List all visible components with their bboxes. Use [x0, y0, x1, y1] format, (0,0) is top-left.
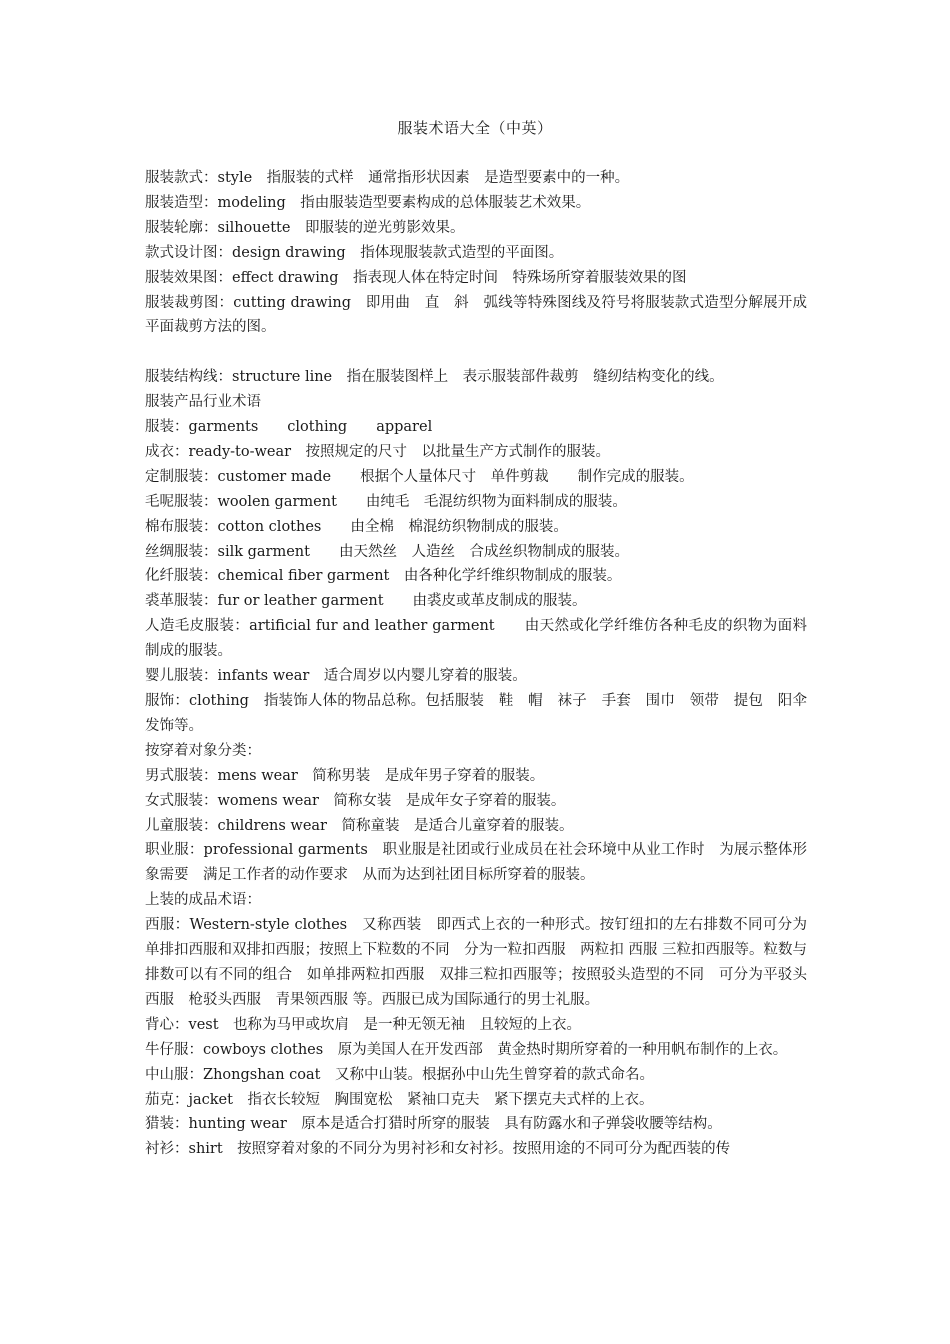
paragraph: 茄克：jacket 指衣长较短 胸围宽松 紧袖口克夫 紧下摆克夫式样的上衣。 [145, 1091, 654, 1108]
section-heading: 服装产品行业术语 [145, 394, 261, 411]
paragraph: 背心：vest 也称为马甲或坎肩 是一种无领无袖 且较短的上衣。 [145, 1016, 582, 1033]
paragraph: 服装裁剪图：cutting drawing 即用曲 直 斜 弧线等特殊图线及符号将服装款式造型分解展开成平面裁剪方法的图。 [145, 294, 807, 336]
paragraph: 儿童服装：childrens wear 简称童装 是适合儿童穿着的服装。 [145, 817, 574, 834]
paragraph: 定制服装：customer made 根据个人量体尺寸 单件剪裁 制作完成的服装。 [145, 468, 694, 485]
paragraph: 款式设计图：design drawing 指体现服装款式造型的平面图。 [145, 244, 564, 261]
paragraph: 成衣：ready-to-wear 按照规定的尺寸 以批量生产方式制作的服装。 [145, 443, 611, 460]
section-heading: 上装的成品术语： [145, 892, 261, 909]
paragraph: 衬衫：shirt 按照穿着对象的不同分为男衬衫和女衬衫。按照用途的不同可分为配西装的传 [145, 1141, 731, 1158]
paragraph: 裘革服装：fur or leather garment 由裘皮或革皮制成的服装。 [145, 593, 587, 610]
paragraph: 化纤服装：chemical fiber garment 由各种化学纤维织物制成的服装。 [145, 568, 622, 585]
paragraph: 女式服装：womens wear 简称女装 是成年女子穿着的服装。 [145, 792, 566, 809]
paragraph: 服装轮廓：silhouette 即服装的逆光剪影效果。 [145, 219, 465, 236]
paragraph: 服装造型：modeling 指由服装造型要素构成的总体服装艺术效果。 [145, 194, 591, 211]
paragraph: 服饰：clothing 指装饰人体的物品总称。包括服装 鞋 帽 袜子 手套 围巾 领带 提包 阳伞 发饰等。 [145, 693, 822, 734]
paragraph: 毛呢服装：woolen garment 由纯毛 毛混纺织物为面料制成的服装。 [145, 493, 627, 510]
paragraph: 服装：garments clothing apparel [145, 419, 433, 436]
paragraph: 服装结构线：structure line 指在服装图样上 表示服装部件裁剪 缝纫结构变化的线。 [145, 369, 724, 386]
paragraph: 人造毛皮服装：artificial fur and leather garment 由天然或化学纤维仿各种毛皮的织物为面料制成的服装。 [145, 618, 807, 660]
paragraph: 服装效果图：effect drawing 指表现人体在特定时间 特殊场所穿着服装效果的图 [145, 269, 687, 286]
paragraph: 棉布服装：cotton clothes 由全棉 棉混纺织物制成的服装。 [145, 518, 568, 535]
paragraph: 西服：Western-style clothes 又称西装 即西式上衣的一种形式。按钉纽扣的左右排数不同可分为单排扣西服和双排扣西服；按照上下粒数的不同 分为一粒扣西服 两粒扣 西服 三粒扣西服等。粒数与排数可以有不同的组合 如单排两粒扣西服 双排三粒扣西服等；按照驳头造型的不同 可分为平驳头西服 枪驳头西服 青果领西服 等。西服已成为国际通行的男士礼服。 [145, 917, 807, 1008]
paragraph: 牛仔服：cowboys clothes 原为美国人在开发西部 黄金热时期所穿着的一种用帆布制作的上衣。 [145, 1041, 788, 1058]
paragraph: 婴儿服装：infants wear 适合周岁以内婴儿穿着的服装。 [145, 668, 527, 685]
paragraph: 服装款式：style 指服装的式样 通常指形状因素 是造型要素中的一种。 [145, 170, 630, 186]
paragraph: 猎装：hunting wear 原本是适合打猎时所穿的服装 具有防露水和子弹袋收腰等结构。 [145, 1116, 722, 1133]
paragraph: 男式服装：mens wear 简称男装 是成年男子穿着的服装。 [145, 767, 545, 784]
paragraph: 丝绸服装：silk garment 由天然丝 人造丝 合成丝织物制成的服装。 [145, 543, 629, 560]
document-body [145, 166, 822, 1162]
paragraph-gap [145, 340, 807, 365]
document-title: 服装术语大全（中英） [397, 119, 553, 137]
paragraph: 职业服：professional garments 职业服是社团或行业成员在社会环境中从业工作时 为展示整体形象需要 满足工作者的动作要求 从而为达到社团目标所穿着的服装。 [145, 842, 807, 884]
section-heading: 按穿着对象分类： [145, 742, 261, 759]
paragraph: 中山服：Zhongshan coat 又称中山装。根据孙中山先生曾穿着的款式命名。 [145, 1066, 654, 1083]
